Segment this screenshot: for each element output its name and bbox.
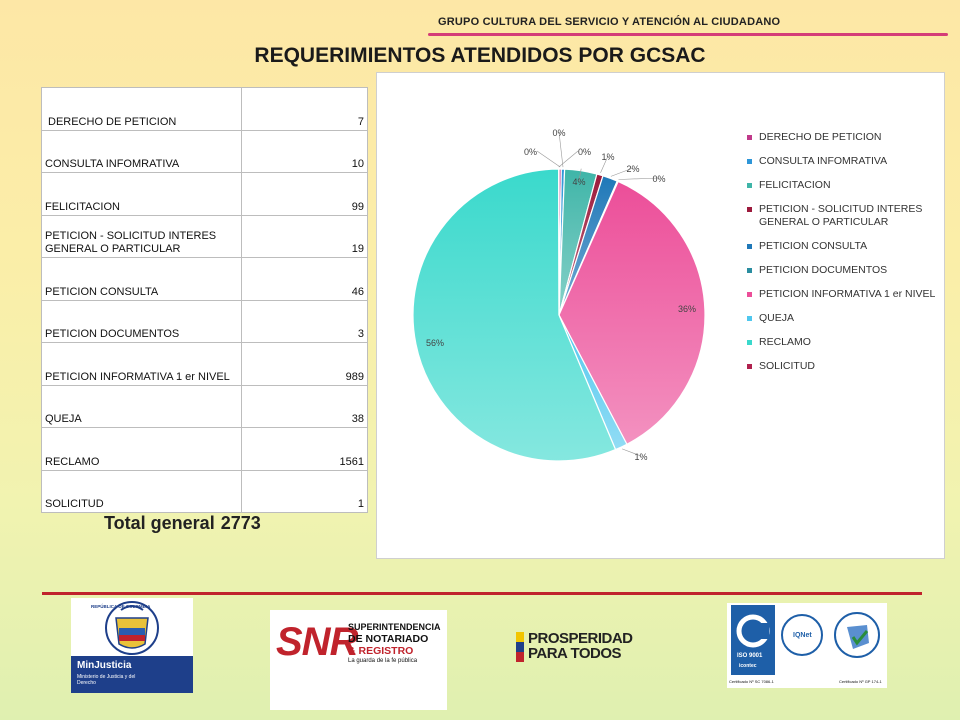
snr-logo (270, 610, 447, 710)
row-label: PETICION - SOLICITUD INTERES GENERAL O PARTICULAR (42, 215, 242, 258)
pie-data-label: 4% (572, 177, 586, 187)
legend-label: CONSULTA INFOMRATIVA (759, 155, 888, 167)
row-value: 3 (242, 300, 368, 343)
row-label: PETICION INFORMATIVA 1 er NIVEL (42, 343, 242, 386)
pie-data-label: 2% (626, 164, 640, 174)
legend-label: SOLICITUD (759, 360, 816, 372)
table-row (42, 385, 368, 428)
legend-swatch (747, 268, 752, 273)
snr-line3: & REGISTRO (348, 645, 414, 657)
legend-label: RECLAMO (759, 336, 811, 348)
row-value: 46 (242, 258, 368, 301)
legend-item (747, 288, 937, 301)
legend-item (747, 240, 937, 253)
legend-label: QUEJA (759, 312, 795, 324)
minjusticia-republica: REPÚBLICA DE COLOMBIA (91, 604, 151, 609)
cert-icontec: icontec (739, 663, 757, 669)
row-label: DERECHO DE PETICION (42, 88, 242, 131)
legend-swatch (747, 340, 752, 345)
row-label: SOLICITUD (42, 470, 242, 513)
row-label: QUEJA (42, 385, 242, 428)
page-title: REQUERIMIENTOS ATENDIDOS POR GCSAC (254, 44, 706, 67)
legend-label: FELICITACION (759, 179, 831, 191)
certification-logos (727, 603, 887, 688)
row-value: 38 (242, 385, 368, 428)
snr-tagline: La guarda de la fe pública (348, 658, 418, 664)
pie-leader-line (537, 151, 560, 167)
table-row (42, 343, 368, 386)
cert-number-2: Certificado Nº GP 174-1 (839, 679, 882, 684)
table-row (42, 173, 368, 216)
legend-swatch (747, 135, 752, 140)
legend-label: DERECHO DE PETICION (759, 131, 882, 143)
legend-item (747, 179, 937, 192)
pie-data-label: 0% (652, 174, 666, 184)
prosperidad-logo (510, 620, 645, 670)
table-row (42, 428, 368, 471)
row-value: 7 (242, 88, 368, 131)
cert-iso: ISO 9001 (737, 653, 763, 659)
footer-divider (42, 592, 922, 595)
pie-data-label: 0% (552, 128, 566, 138)
legend-swatch (747, 364, 752, 369)
prosperidad-line1: PROSPERIDAD (528, 630, 633, 647)
total-value: 2773 (220, 513, 261, 533)
requests-table (41, 87, 368, 513)
minjusticia-name: MinJusticia (77, 660, 132, 671)
prosperidad-line2: PARA TODOS (528, 645, 622, 662)
row-value: 1561 (242, 428, 368, 471)
legend-item (747, 155, 937, 168)
pie-chart-area (376, 72, 945, 559)
table-row (42, 470, 368, 513)
row-label: FELICITACION (42, 173, 242, 216)
pie-data-label: 36% (677, 304, 697, 314)
table-row (42, 258, 368, 301)
legend-label: PETICION DOCUMENTOS (759, 264, 888, 276)
cert-iqnet: IQNet (793, 632, 812, 639)
group-header: GRUPO CULTURA DEL SERVICIO Y ATENCIÓN AL CIUDADANO (438, 16, 781, 28)
legend-swatch (747, 244, 752, 249)
row-label: PETICION DOCUMENTOS (42, 300, 242, 343)
legend-swatch (747, 207, 752, 212)
legend-item (747, 203, 937, 229)
pie-data-label: 56% (425, 338, 445, 348)
row-value: 1 (242, 470, 368, 513)
legend-swatch (747, 159, 752, 164)
legend-label: PETICION - SOLICITUD INTERES GENERAL O PARTICULAR (759, 203, 923, 228)
table-row (42, 300, 368, 343)
cert-number-1: Certificado Nº SC 7086-1 (729, 679, 774, 684)
legend-item (747, 131, 937, 144)
legend-label: PETICION INFORMATIVA 1 er NIVEL (759, 288, 936, 300)
legend-swatch (747, 183, 752, 188)
legend-swatch (747, 316, 752, 321)
legend-item (747, 312, 937, 325)
pie-data-label: 1% (634, 452, 648, 462)
row-value: 19 (242, 215, 368, 258)
row-value: 989 (242, 343, 368, 386)
snr-line1: SUPERINTENDENCIA (348, 622, 441, 632)
legend-item (747, 264, 937, 277)
table-row (42, 88, 368, 131)
table-row (42, 130, 368, 173)
row-value: 99 (242, 173, 368, 216)
row-label: PETICION CONSULTA (42, 258, 242, 301)
legend-swatch (747, 292, 752, 297)
legend-item (747, 360, 937, 373)
total-label: Total general (104, 513, 215, 533)
pie-data-label: 1% (601, 152, 615, 162)
total-general (104, 513, 267, 534)
minjusticia-subtitle: Ministerio de Justicia y del Derecho (77, 674, 136, 686)
legend-item (747, 336, 937, 349)
minjusticia-logo (71, 598, 193, 693)
row-value: 10 (242, 130, 368, 173)
header-divider (428, 33, 948, 36)
snr-mark: SNR (276, 620, 358, 664)
pie-data-label: 0% (523, 147, 537, 157)
chart-legend (747, 131, 937, 384)
snr-line2: DE NOTARIADO (348, 633, 429, 645)
table-row (42, 215, 368, 258)
row-label: RECLAMO (42, 428, 242, 471)
row-label: CONSULTA INFOMRATIVA (42, 130, 242, 173)
pie-data-label: 0% (578, 147, 592, 157)
legend-label: PETICION CONSULTA (759, 240, 868, 252)
